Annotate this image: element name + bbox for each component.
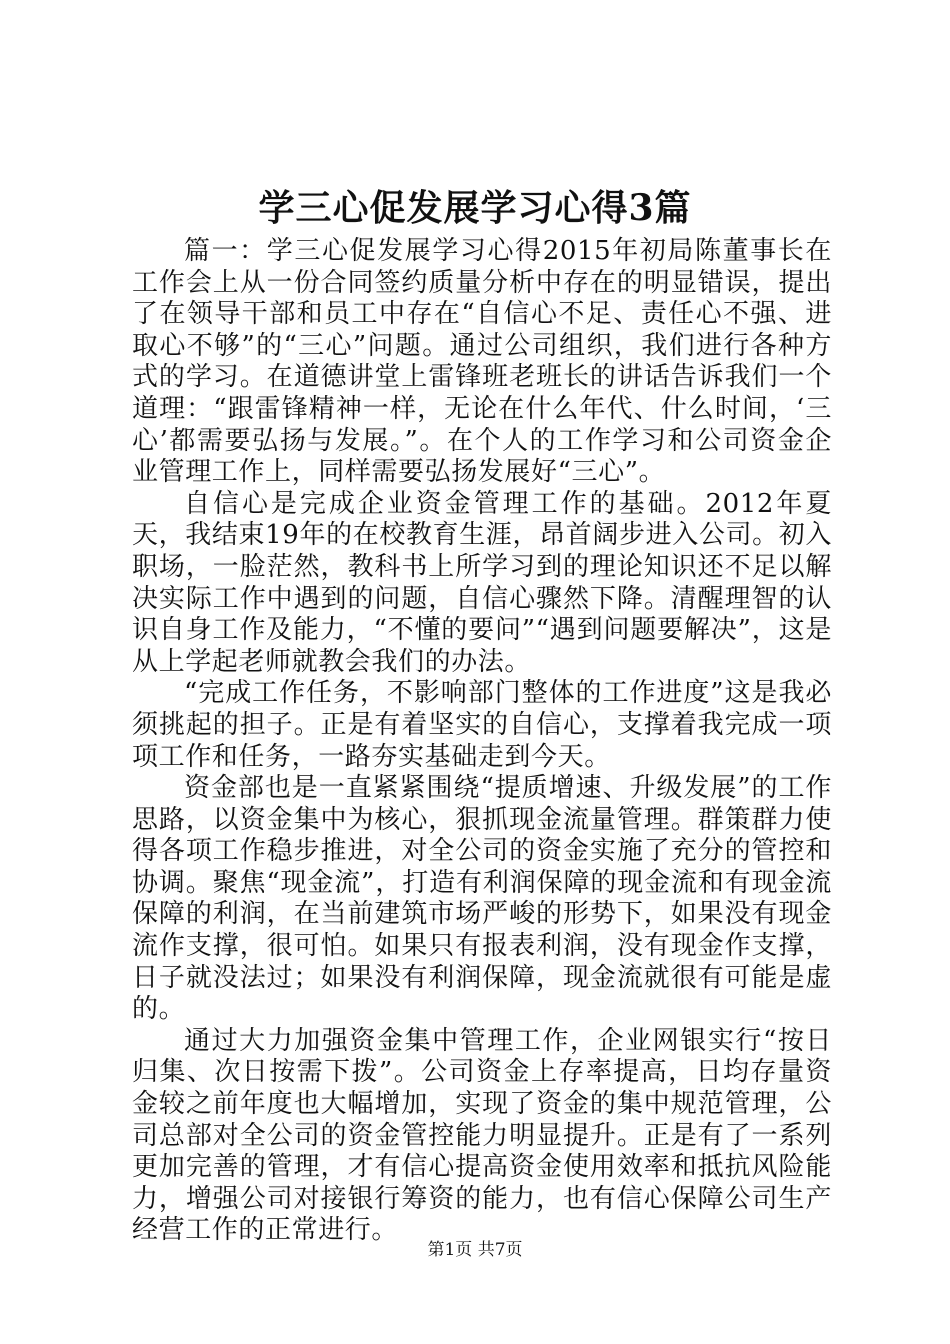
document-body <box>132 236 832 1247</box>
page-number-footer: 第1页 共7页 <box>427 1240 523 1260</box>
paragraph: 资金部也是一直紧紧围绕“提质增速、升级发展”的工作思路，以资金集中为核心，狠抓现金流量管理。群策群力使得各项工作稳步推进，对全公司的资金实施了充分的管控和协调。聚焦“现金流”，打造有利润保障的现金流和有现金流保障的利润，在当前建筑市场严峻的形势下，如果没有现金流作支撑，很可怕。如果只有报表利润，没有现金作支撑，日子就没法过；如果没有利润保障，现金流就很有可能是虚的。 <box>132 773 832 1025</box>
paragraph: “完成工作任务，不影响部门整体的工作进度”这是我必须挑起的担子。正是有着坚实的自信心，支撑着我完成一项项工作和任务，一路夯实基础走到今天。 <box>132 678 832 772</box>
paragraph: 通过大力加强资金集中管理工作，企业网银实行“按日归集、次日按需下拨”。公司资金上存率提高，日均存量资金较之前年度也大幅增加，实现了资金的集中规范管理，公司总部对全公司的资金管控能力明显提升。正是有了一系列更加完善的管理，才有信心提高资金使用效率和抵抗风险能力，增强公司对接银行筹资的能力，也有信心保障公司生产经营工作的正常进行。 <box>132 1025 832 1246</box>
document-title: 学三心促发展学习心得3篇 <box>258 187 692 229</box>
paragraph: 自信心是完成企业资金管理工作的基础。2012年夏天，我结束19年的在校教育生涯，昂首阔步进入公司。初入职场，一脸茫然，教科书上所学习到的理论知识还不足以解决实际工作中遇到的问题，自信心骤然下降。清醒理智的认识自身工作及能力，“不懂的要问”“遇到问题要解决”，这是从上学起老师就教会我们的办法。 <box>132 488 832 677</box>
paragraph: 篇一：学三心促发展学习心得2015年初局陈董事长在工作会上从一份合同签约质量分析中存在的明显错误，提出了在领导干部和员工中存在“自信心不足、责任心不强、进取心不够”的“三心”问题。通过公司组织，我们进行各种方式的学习。在道德讲堂上雷锋班老班长的讲话告诉我们一个道理：“跟雷锋精神一样，无论在什么年代、什么时间，‘三心’都需要弘扬与发展。”。在个人的工作学习和公司资金企业管理工作上，同样需要弘扬发展好“三心”。 <box>132 236 832 488</box>
